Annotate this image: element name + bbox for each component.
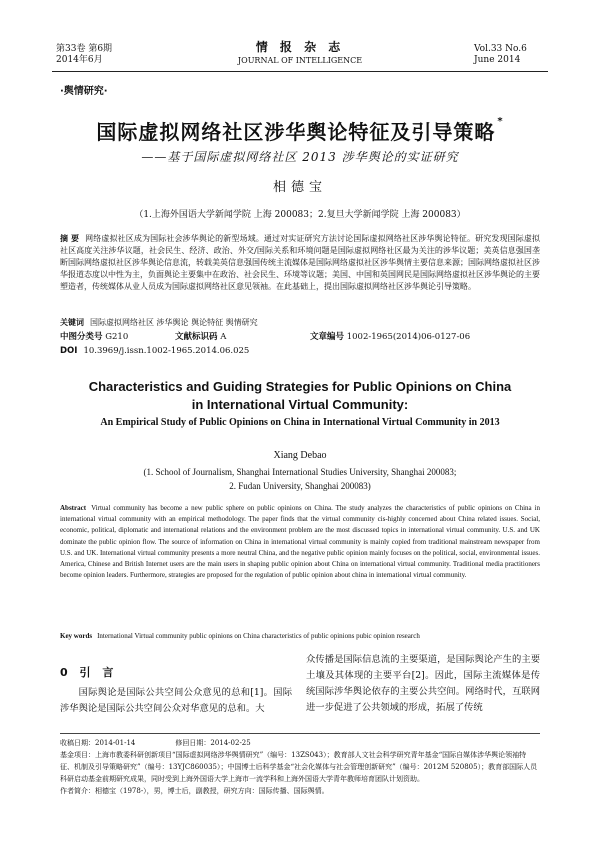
author-cn: 相德宝	[272, 180, 327, 195]
doc-code-value: A	[220, 332, 227, 342]
doc-code-label: 文献标识码	[175, 332, 218, 342]
title-en-line1: Characteristics and Guiding Strategies for Public Opinions on China	[88, 379, 512, 394]
revised-date: 修回日期：2014-02-25	[175, 739, 251, 747]
journal-name-cn: 情 报 杂 志	[255, 40, 345, 54]
affiliation-cn: （1.上海外国语大学新闻学院 上海 200083；2.复旦大学新闻学院 上海 200083）	[134, 210, 466, 220]
abstract-en	[60, 503, 540, 581]
journal-name-en: JOURNAL OF INTELLIGENCE	[237, 56, 363, 65]
intro-paragraph-right: 众传播是国际信息流的主要渠道，是国际舆论产生的主要土壤及其体现的主要平台[2]。因此，国际主流媒体是传统国际涉华舆论依存的主要公共空间。网络时代，互联网进一步促进了公共领域的形成，拓展了传统	[306, 654, 540, 713]
body-column-right	[306, 652, 540, 716]
volume-issue-en: Vol.33 No.6	[474, 44, 527, 54]
keywords-cn-label: 关键词	[60, 318, 84, 327]
doi-label: DOI	[60, 346, 78, 356]
subtitle-cn: ——基于国际虚拟网络社区 2013 涉华舆论的实证研究	[141, 150, 459, 164]
abstract-cn	[60, 233, 540, 293]
author-en: Xiang Debao	[273, 450, 327, 461]
abstract-en-label: Abstract	[60, 504, 87, 512]
keywords-cn-text: 国际虚拟网络社区 涉华舆论 舆论特征 舆情研究	[90, 318, 258, 327]
footnotes	[60, 737, 540, 797]
volume-issue-cn: 第33卷 第6期	[56, 44, 113, 54]
title-footnote-mark: *	[497, 116, 504, 127]
dates-row	[60, 737, 540, 749]
intro-heading: 0 引 言	[60, 666, 118, 679]
received-date: 收稿日期：2014-01-14	[60, 739, 136, 747]
abstract-cn-text: 网络虚拟社区成为国际社会涉华舆论的新型场域。通过对实证研究方法讨论国际虚拟网络社区涉华舆论特征。研究发现国际虚拟社区高度关注涉华议题，社会民生、经济、政治、外交/国际关系和环境问题是国际虚拟网络社区最为关注的涉华议题；美英信息强国垄断国际网络虚拟社区涉华舆论信息流，转载美英信息强国传统主流媒体是国际网络虚拟社区涉华舆情主要信息来源；国际网络虚拟社区涉华报道态度以中性为主，负面舆论主要集中在政治、社会民生、环境等议题；美国、中国和英国网民是国际网络虚拟社区涉华舆论的主要塑造者，传统媒体从业人员成为国际虚拟网络社区意见领袖。在此基础上，提出国际虚拟网络社区涉华舆论引导策略。	[60, 234, 540, 291]
date-cn: 2014年6月	[56, 55, 103, 65]
title-en	[0, 378, 600, 414]
funding-note: 基金项目：上海市教委科研创新项目“国际虚拟网络涉华舆情研究”（编号：13ZS043）；教育部人文社会科学研究青年基金“国际自媒体涉华舆论领袖特征、机制及引导策略研究”（编号：13YJC860035）；中国博士后科学基金“社会化媒体与社会管理创新研究”（编号：2012M 520805）；教育部国际人员科研启动基金前期研究成果，同时受到上海外国语大学上海市一流学科和上海外国语大学青年教师培育团队计划资助。	[60, 751, 538, 783]
keywords-en-text: International Virtual community public opinions on China characteristics of public opinions pubic opinion research	[97, 632, 420, 640]
affiliation-en-line2: 2. Fudan University, Shanghai 200083)	[229, 481, 371, 491]
subtitle-en: An Empirical Study of Public Opinions on China in International Virtual Community in 2013	[100, 417, 500, 428]
abstract-en-text: Virtual community has become a new public sphere on public opinions on China. The study analyzes the characteristics of public opinions on China in international virtual community with an empirical methodology. The paper finds that the virtual community cis-highly concerned about China related issues. Social, economic, political, diplomatic and international relations and the environment problem are the most discussed topics in international virtual community. U.S. and UK dominate the public opinion flow. The source of information on China in international virtual community is mainly copied from traditional mainstream newspaper from U.S. and UK. International virtual community presents a more neutral China, and the negative public opinion mainly focuses on the political, social, environmental issues. America, Chinese and British Internet users are the main users in shaping public opinion about China on international virtual community. Traditional media practitioners become opinion leaders. Furthermore, strategies are proposed for the regulation of public opinion about china in international virtual community.	[60, 504, 540, 580]
abstract-cn-label: 摘 要	[60, 234, 80, 243]
date-en: June 2014	[474, 55, 521, 65]
author-bio: 作者简介：相德宝（1978-），男，博士后，副教授，研究方向：国际传播、国际舆情。	[60, 787, 329, 795]
header-divider	[52, 71, 548, 72]
title-en-line2: in International Virtual Community:	[191, 397, 409, 412]
footnote-divider	[60, 733, 540, 734]
keywords-cn	[60, 317, 540, 329]
clc-value: G210	[105, 332, 129, 342]
title-cn	[0, 116, 600, 145]
affiliation-en	[0, 465, 600, 493]
clc-label: 中图分类号	[60, 332, 103, 342]
keywords-en	[60, 631, 540, 642]
section-tag: ·舆情研究·	[60, 86, 108, 97]
body-column-left	[60, 685, 292, 717]
keywords-en-label: Key words	[60, 632, 93, 640]
article-no-label: 文章编号	[310, 332, 345, 342]
intro-paragraph-left: 国际舆论是国际公共空间公众意见的总和[1]。国际涉华舆论是国际公共空间公众对华意见的总和。大	[60, 687, 292, 714]
affiliation-en-line1: (1. School of Journalism, Shanghai International Studies University, Shanghai 200083;	[143, 467, 457, 477]
article-no-value: 1002-1965(2014)06-0127-06	[346, 332, 471, 342]
title-cn-text: 国际虚拟网络社区涉华舆论特征及引导策略	[96, 120, 496, 144]
doi-value: 10.3969/j.issn.1002-1965.2014.06.025	[83, 346, 250, 356]
doi-row	[60, 345, 540, 357]
header-volume-en	[474, 44, 544, 66]
